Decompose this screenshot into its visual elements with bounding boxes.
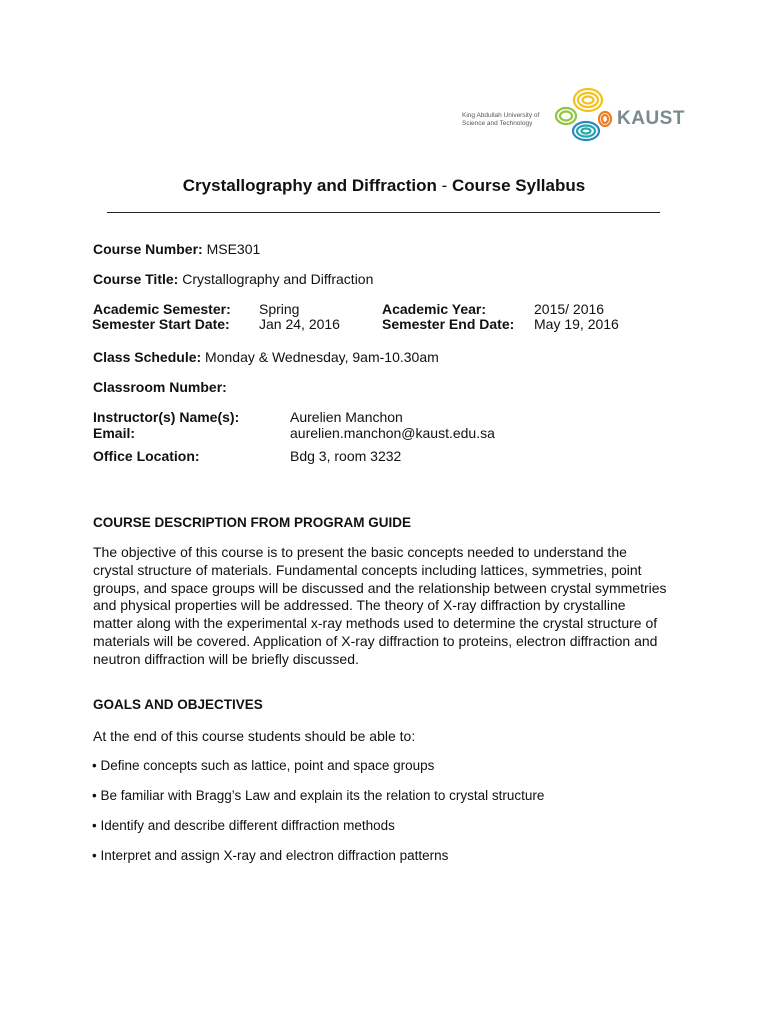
kaust-wordmark: KAUST [617,108,685,129]
semester-label: Academic Semester: [93,301,231,317]
goal-item: • Interpret and assign X-ray and electron diffraction patterns [92,848,449,863]
class-schedule-row: Class Schedule: Monday & Wednesday, 9am-10.30am [93,349,439,365]
course-title-row: Course Title: Crystallography and Diffraction [93,271,374,287]
page-title: Crystallography and Diffraction - Course Syllabus [182,176,586,195]
course-description-text: The objective of this course is to present the basic concepts needed to understand the crystal structure of materials. Fundamental concepts including lattices, symmetries, point groups, and space groups will be discussed and the relationship between crystal symmetries and physical properties will be addressed. The theory of X-ray diffraction by crystalline matter along with the experimental x-ray methods used to determine the crystal structure of materials will be covered. Application of X-ray diffraction to proteins, electron diffraction and neutron diffraction will be briefly discussed. [93,544,667,667]
university-name: King Abdullah University of Science and Technology [462,112,540,127]
semester-value: Spring [259,301,300,317]
year-value: 2015/ 2016 [534,301,605,317]
title-divider [107,212,660,213]
kaust-logo [460,86,685,148]
office-label: Office Location: [93,448,200,464]
classroom-label: Classroom Number: [93,379,227,395]
email-value: aurelien.manchon@kaust.edu.sa [290,425,495,441]
course-number-row: Course Number: MSE301 [93,241,261,257]
year-label: Academic Year: [382,301,487,317]
goals-heading: GOALS AND OBJECTIVES [93,697,263,712]
goal-item: • Identify and describe different diffraction methods [92,818,395,833]
goals-intro: At the end of this course students should be able to: [93,728,416,744]
start-date-label: Semester Start Date: [92,316,230,332]
course-description-heading: COURSE DESCRIPTION FROM PROGRAM GUIDE [93,515,412,530]
start-date-value: Jan 24, 2016 [259,316,340,332]
email-label: Email: [93,425,136,441]
end-date-label: Semester End Date: [382,316,515,332]
goal-item: • Be familiar with Bragg’s Law and explain its the relation to crystal structure [92,788,545,803]
kaust-emblem-icon [550,86,612,148]
instructor-value: Aurelien Manchon [290,409,403,425]
office-value: Bdg 3, room 3232 [290,448,402,464]
goal-item: • Define concepts such as lattice, point and space groups [92,758,435,773]
end-date-value: May 19, 2016 [534,316,619,332]
instructor-label: Instructor(s) Name(s): [93,409,240,425]
